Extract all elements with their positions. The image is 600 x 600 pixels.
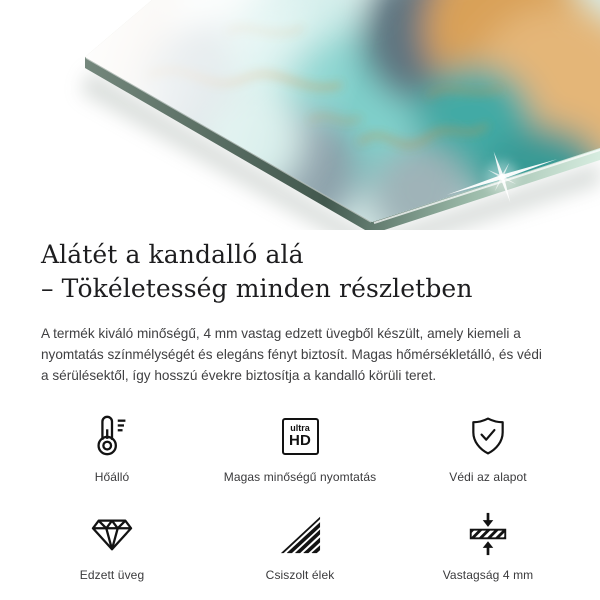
feature-protects-base — [394, 413, 582, 484]
glass-panel-artwork — [0, 0, 600, 230]
thermometer-icon — [89, 413, 135, 459]
page-title — [41, 238, 560, 306]
product-image — [0, 0, 600, 230]
polished-edges-icon — [278, 511, 322, 557]
feature-label: Edzett üveg — [79, 568, 145, 582]
thickness-icon — [465, 511, 511, 557]
feature-polished-edges — [206, 511, 394, 582]
title-line-2: – Tökéletesség minden részletben — [41, 274, 473, 303]
product-description: A termék kiváló minőségű, 4 mm vastag edzett üvegből készült, amely kiemeli a nyomtatás színmélységét és elegáns fényt biztosít. Magas hőmérsékletálló, és védi a sérülésektől, így hosszú évekre biztosítja a kandalló körüli teret. — [41, 326, 542, 383]
feature-label: Magas minőségű nyomtatás — [223, 470, 377, 484]
feature-grid — [18, 413, 582, 582]
feature-heat-resistant — [18, 413, 206, 484]
ultra-hd-text-bottom: HD — [288, 432, 312, 449]
feature-label: Csiszolt élek — [265, 568, 335, 582]
feature-print-quality — [206, 413, 394, 484]
ultra-hd-box — [282, 418, 319, 455]
feature-label: Vastagság 4 mm — [442, 568, 534, 582]
title-line-1: Alátét a kandalló alá — [41, 240, 304, 269]
shield-check-icon — [466, 413, 510, 459]
diamond-icon — [89, 511, 135, 557]
feature-tempered-glass — [18, 511, 206, 582]
product-info — [0, 230, 600, 582]
feature-label: Hőálló — [94, 470, 130, 484]
feature-thickness — [394, 511, 582, 582]
ultra-hd-text-top: ultra — [290, 423, 310, 433]
feature-label: Védi az alapot — [449, 470, 527, 484]
ultra-hd-icon — [282, 413, 319, 459]
